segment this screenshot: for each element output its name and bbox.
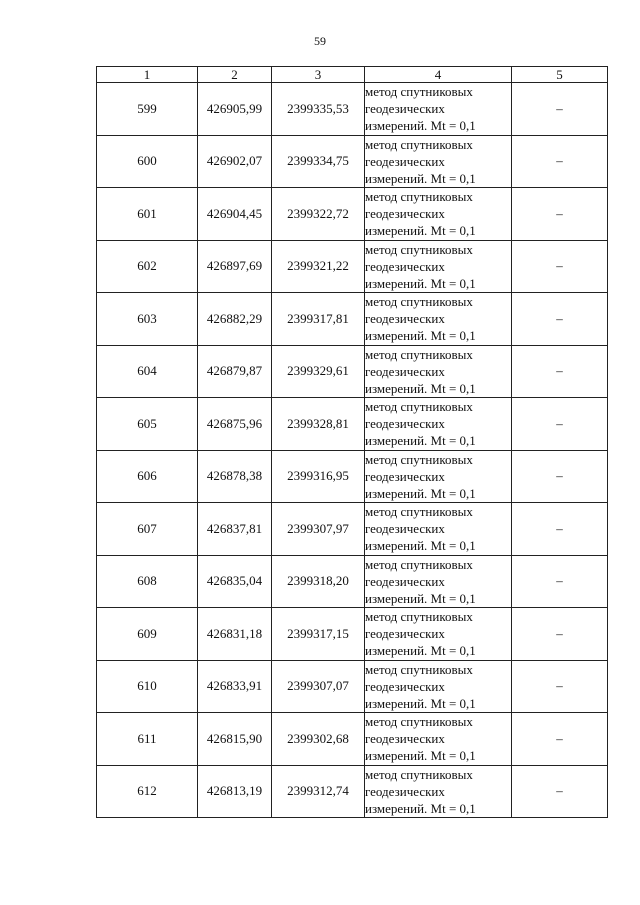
point-number-cell: 606 <box>97 450 198 503</box>
y-coordinate-cell: 2399312,74 <box>272 765 365 818</box>
table-row <box>97 345 608 398</box>
point-number-cell: 607 <box>97 503 198 556</box>
point-number-cell: 608 <box>97 555 198 608</box>
method-line: геодезических <box>365 258 445 274</box>
note-cell: – <box>512 398 608 451</box>
method-line: измерений. Mt = 0,1 <box>365 433 476 449</box>
x-coordinate-cell: 426882,29 <box>198 293 272 346</box>
y-coordinate-cell: 2399307,07 <box>272 660 365 713</box>
method-line: измерений. Mt = 0,1 <box>365 170 476 186</box>
method-line: геодезических <box>365 101 445 117</box>
method-line: метод спутниковых <box>365 241 473 257</box>
point-number-cell: 611 <box>97 713 198 766</box>
method-line: геодезических <box>365 626 445 642</box>
x-coordinate-cell: 426833,91 <box>198 660 272 713</box>
table-header-row <box>97 67 608 83</box>
note-cell: – <box>512 713 608 766</box>
y-coordinate-cell: 2399329,61 <box>272 345 365 398</box>
method-line: метод спутниковых <box>365 609 473 625</box>
method-cell <box>365 398 512 451</box>
method-line: измерений. Mt = 0,1 <box>365 538 476 554</box>
method-cell <box>365 713 512 766</box>
table-row <box>97 240 608 293</box>
column-header-1: 1 <box>97 67 198 83</box>
note-cell: – <box>512 660 608 713</box>
method-line: геодезических <box>365 521 445 537</box>
method-cell <box>365 240 512 293</box>
method-cell <box>365 765 512 818</box>
note-cell: – <box>512 450 608 503</box>
x-coordinate-cell: 426904,45 <box>198 188 272 241</box>
method-line: геодезических <box>365 311 445 327</box>
method-cell <box>365 188 512 241</box>
method-line: геодезических <box>365 363 445 379</box>
method-cell <box>365 83 512 136</box>
y-coordinate-cell: 2399302,68 <box>272 713 365 766</box>
note-cell: – <box>512 240 608 293</box>
y-coordinate-cell: 2399334,75 <box>272 135 365 188</box>
point-number-cell: 609 <box>97 608 198 661</box>
x-coordinate-cell: 426813,19 <box>198 765 272 818</box>
method-line: метод спутниковых <box>365 346 473 362</box>
method-cell <box>365 293 512 346</box>
x-coordinate-cell: 426815,90 <box>198 713 272 766</box>
method-line: геодезических <box>365 206 445 222</box>
method-line: измерений. Mt = 0,1 <box>365 643 476 659</box>
y-coordinate-cell: 2399317,15 <box>272 608 365 661</box>
point-number-cell: 602 <box>97 240 198 293</box>
method-line: измерений. Mt = 0,1 <box>365 275 476 291</box>
method-line: метод спутниковых <box>365 766 473 782</box>
note-cell: – <box>512 345 608 398</box>
method-line: геодезических <box>365 468 445 484</box>
method-line: геодезических <box>365 416 445 432</box>
point-number-cell: 603 <box>97 293 198 346</box>
method-line: метод спутниковых <box>365 189 473 205</box>
x-coordinate-cell: 426875,96 <box>198 398 272 451</box>
method-line: измерений. Mt = 0,1 <box>365 485 476 501</box>
column-header-4: 4 <box>365 67 512 83</box>
x-coordinate-cell: 426879,87 <box>198 345 272 398</box>
table-row <box>97 450 608 503</box>
method-line: измерений. Mt = 0,1 <box>365 380 476 396</box>
method-line: измерений. Mt = 0,1 <box>365 328 476 344</box>
method-line: метод спутниковых <box>365 556 473 572</box>
y-coordinate-cell: 2399317,81 <box>272 293 365 346</box>
table-row <box>97 765 608 818</box>
method-line: метод спутниковых <box>365 294 473 310</box>
method-line: геодезических <box>365 731 445 747</box>
table-row <box>97 713 608 766</box>
y-coordinate-cell: 2399321,22 <box>272 240 365 293</box>
method-line: метод спутниковых <box>365 504 473 520</box>
table-row <box>97 83 608 136</box>
method-line: геодезических <box>365 783 445 799</box>
method-cell <box>365 450 512 503</box>
note-cell: – <box>512 135 608 188</box>
method-line: измерений. Mt = 0,1 <box>365 223 476 239</box>
note-cell: – <box>512 503 608 556</box>
method-line: метод спутниковых <box>365 84 473 100</box>
method-line: метод спутниковых <box>365 399 473 415</box>
y-coordinate-cell: 2399318,20 <box>272 555 365 608</box>
x-coordinate-cell: 426831,18 <box>198 608 272 661</box>
method-line: измерений. Mt = 0,1 <box>365 695 476 711</box>
note-cell: – <box>512 188 608 241</box>
x-coordinate-cell: 426878,38 <box>198 450 272 503</box>
table-row <box>97 555 608 608</box>
method-line: геодезических <box>365 153 445 169</box>
table-row <box>97 135 608 188</box>
y-coordinate-cell: 2399335,53 <box>272 83 365 136</box>
method-cell <box>365 555 512 608</box>
table-row <box>97 660 608 713</box>
point-number-cell: 604 <box>97 345 198 398</box>
table-row <box>97 608 608 661</box>
point-number-cell: 605 <box>97 398 198 451</box>
method-line: метод спутниковых <box>365 714 473 730</box>
method-cell <box>365 345 512 398</box>
table-row <box>97 503 608 556</box>
column-header-2: 2 <box>198 67 272 83</box>
method-cell <box>365 135 512 188</box>
note-cell: – <box>512 555 608 608</box>
x-coordinate-cell: 426835,04 <box>198 555 272 608</box>
x-coordinate-cell: 426905,99 <box>198 83 272 136</box>
note-cell: – <box>512 608 608 661</box>
method-line: метод спутниковых <box>365 661 473 677</box>
note-cell: – <box>512 293 608 346</box>
note-cell: – <box>512 765 608 818</box>
method-line: геодезических <box>365 678 445 694</box>
note-cell: – <box>512 83 608 136</box>
y-coordinate-cell: 2399328,81 <box>272 398 365 451</box>
method-line: измерений. Mt = 0,1 <box>365 748 476 764</box>
table-body <box>97 83 608 818</box>
x-coordinate-cell: 426837,81 <box>198 503 272 556</box>
method-line: метод спутниковых <box>365 136 473 152</box>
x-coordinate-cell: 426897,69 <box>198 240 272 293</box>
point-number-cell: 600 <box>97 135 198 188</box>
method-line: измерений. Mt = 0,1 <box>365 118 476 134</box>
y-coordinate-cell: 2399307,97 <box>272 503 365 556</box>
point-number-cell: 610 <box>97 660 198 713</box>
method-cell <box>365 503 512 556</box>
y-coordinate-cell: 2399316,95 <box>272 450 365 503</box>
point-number-cell: 599 <box>97 83 198 136</box>
table-row <box>97 293 608 346</box>
method-cell <box>365 660 512 713</box>
column-header-5: 5 <box>512 67 608 83</box>
y-coordinate-cell: 2399322,72 <box>272 188 365 241</box>
method-cell <box>365 608 512 661</box>
column-header-3: 3 <box>272 67 365 83</box>
point-number-cell: 612 <box>97 765 198 818</box>
method-line: измерений. Mt = 0,1 <box>365 590 476 606</box>
method-line: измерений. Mt = 0,1 <box>365 800 476 816</box>
x-coordinate-cell: 426902,07 <box>198 135 272 188</box>
page-number: 59 <box>314 34 326 48</box>
method-line: геодезических <box>365 573 445 589</box>
coordinates-table <box>96 66 608 818</box>
method-line: метод спутниковых <box>365 451 473 467</box>
table-row <box>97 398 608 451</box>
point-number-cell: 601 <box>97 188 198 241</box>
table-row <box>97 188 608 241</box>
